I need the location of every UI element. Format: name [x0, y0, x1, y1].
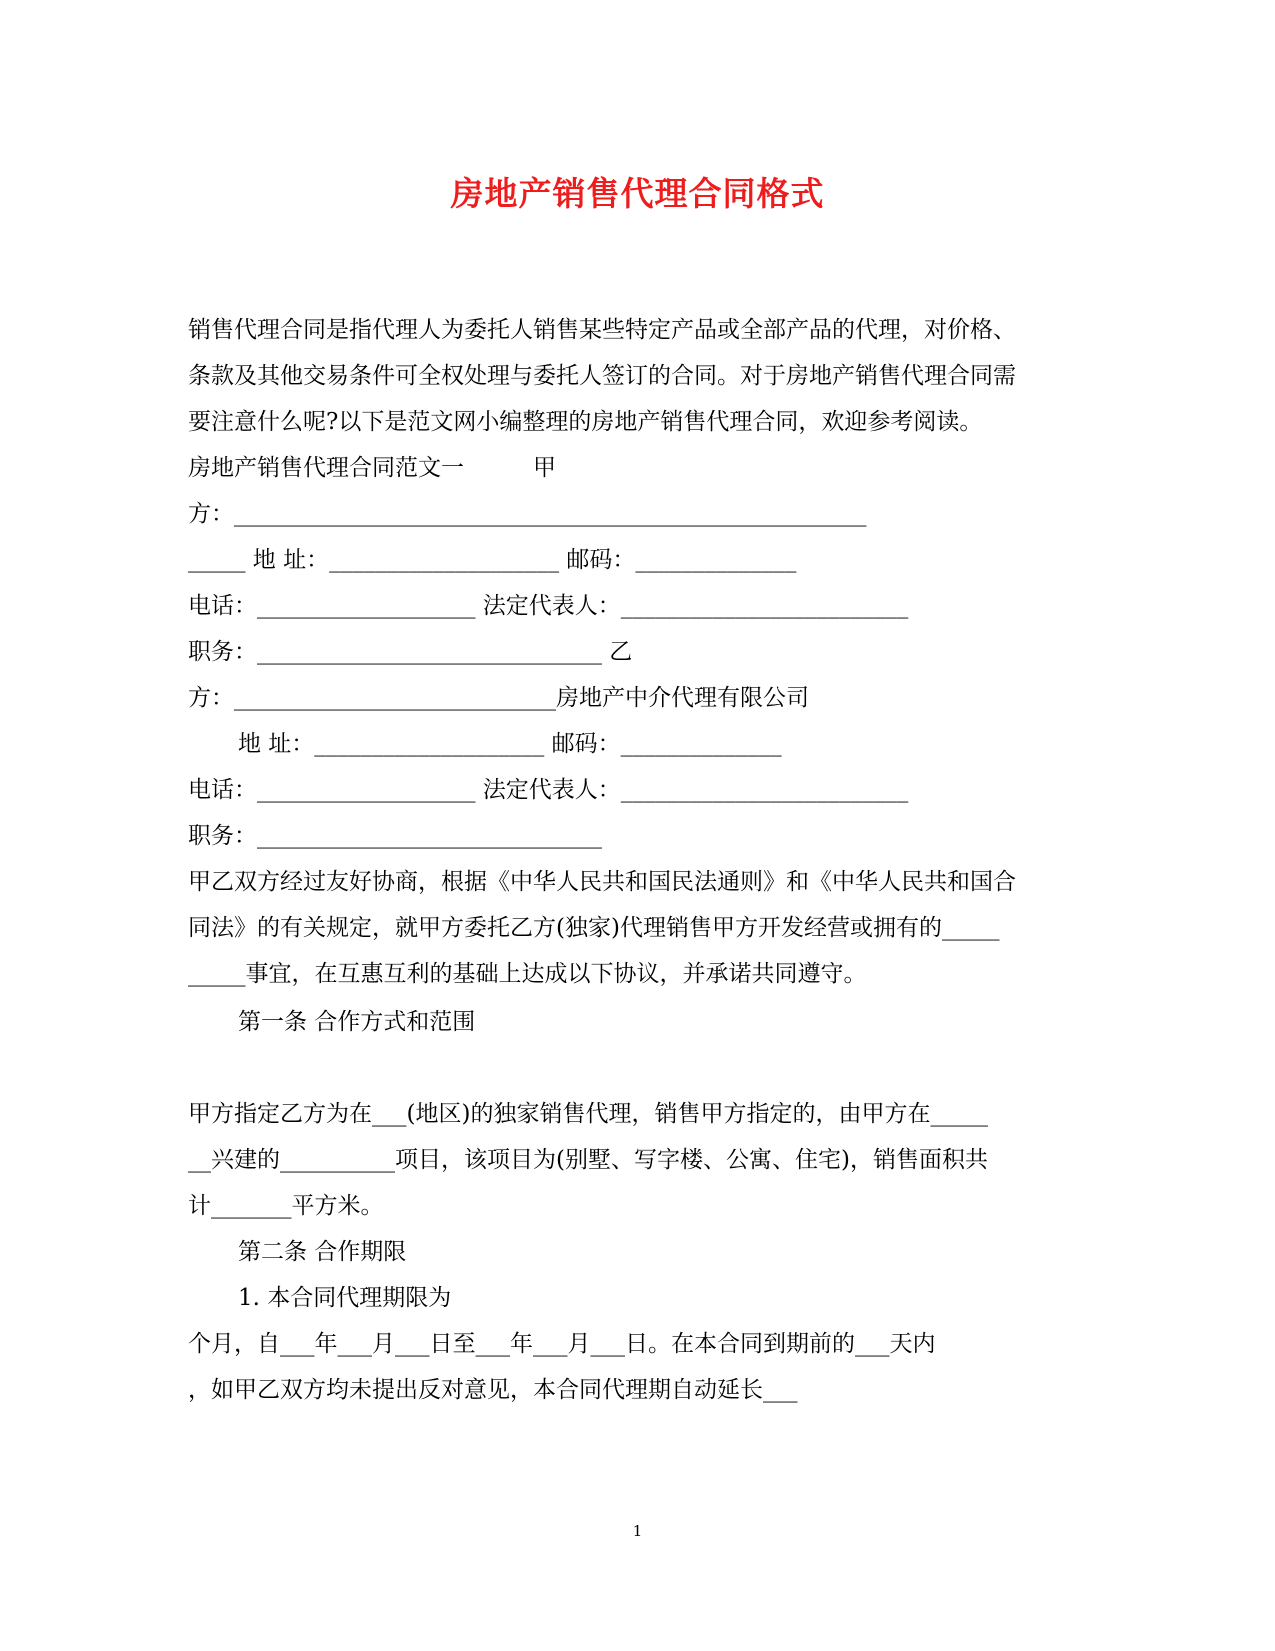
- paragraph-line: 甲方指定乙方为在___(地区)的独家销售代理，销售甲方指定的，由甲方在_____: [188, 1101, 988, 1127]
- section-heading: 房地产销售代理合同范文一 甲: [188, 455, 556, 481]
- form-line: 职务：______________________________: [188, 823, 602, 849]
- paragraph-line: 要注意什么呢?以下是范文网小编整理的房地产销售代理合同，欢迎参考阅读。: [188, 409, 983, 435]
- article-heading: 第一条 合作方式和范围: [238, 1009, 476, 1035]
- form-line: 地 址：____________________ 邮码：______________: [238, 731, 782, 757]
- form-line: 电话：___________________ 法定代表人：_________________________: [188, 777, 909, 803]
- paragraph-line: _____事宜，在互惠互利的基础上达成以下协议，并承诺共同遵守。: [188, 961, 867, 987]
- form-line: 方：____________________________房地产中介代理有限公司: [188, 685, 809, 711]
- paragraph-line: ，如甲乙双方均未提出反对意见，本合同代理期自动延长___: [188, 1377, 798, 1403]
- paragraph-line: __兴建的__________项目，该项目为(别墅、写字楼、公寓、住宅)，销售面积共: [188, 1147, 988, 1173]
- paragraph-line: 计_______平方米。: [188, 1193, 384, 1219]
- form-line: 方：_______________________________________________________: [188, 501, 867, 527]
- form-line: _____ 地 址：____________________ 邮码：______________: [188, 547, 797, 573]
- paragraph-line: 甲乙双方经过友好协商，根据《中华人民共和国民法通则》和《中华人民共和国合: [188, 869, 1016, 895]
- paragraph-line: 同法》的有关规定，就甲方委托乙方(独家)代理销售甲方开发经营或拥有的_____: [188, 915, 1000, 941]
- paragraph-line: 1. 本合同代理期限为: [238, 1285, 452, 1311]
- article-heading: 第二条 合作期限: [238, 1239, 407, 1265]
- paragraph-line: 销售代理合同是指代理人为委托人销售某些特定产品或全部产品的代理，对价格、: [188, 317, 1016, 343]
- paragraph-line: 条款及其他交易条件可全权处理与委托人签订的合同。对于房地产销售代理合同需: [188, 363, 1016, 389]
- form-line: 职务：______________________________ 乙: [188, 639, 633, 665]
- page-number: 1: [632, 1522, 643, 1540]
- paragraph-line: 个月，自___年___月___日至___年___月___日。在本合同到期前的___天内: [188, 1331, 936, 1357]
- form-line: 电话：___________________ 法定代表人：_________________________: [188, 593, 909, 619]
- document-title: 房地产销售代理合同格式: [450, 174, 825, 213]
